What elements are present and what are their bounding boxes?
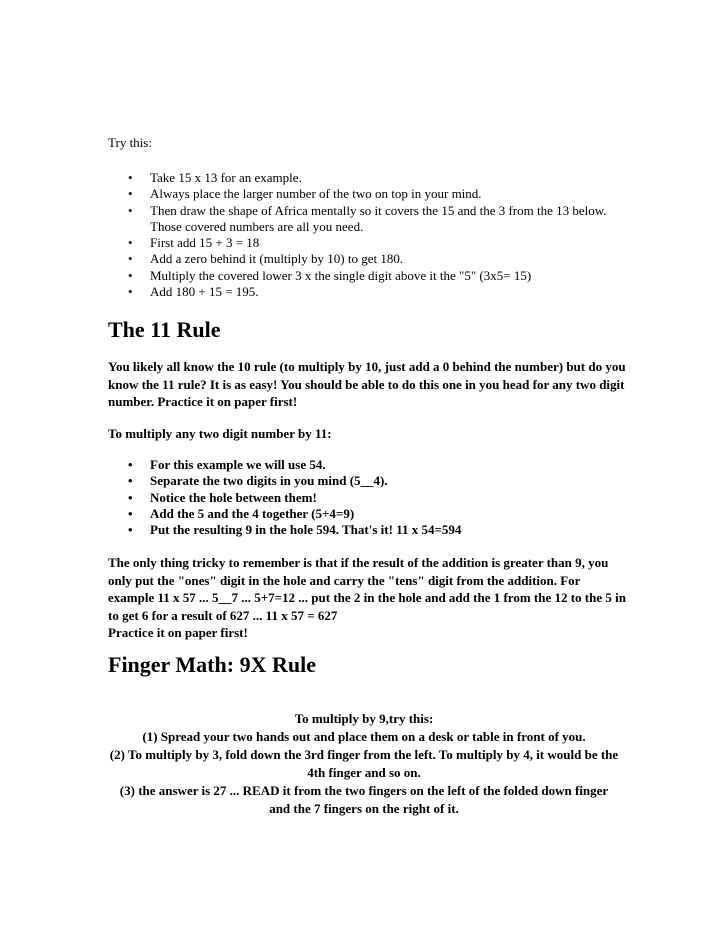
list-item: • Separate the two digits in you mind (5__4). bbox=[128, 473, 388, 489]
carry-explanation: The only thing tricky to remember is that if the result of the addition is greater than 9, you only put the "ones" digit in the hole and carry the "tens" digit from the addition. For example 11 x 57 ... 5__7 ... 5+7=12 ... put the 2 in the hole and add the 1 from the 12 to the 5 in to get 6 for a result of 627 ... 11 x 57 = 627 bbox=[108, 555, 626, 623]
list-item: • First add 15 + 3 = 18 bbox=[128, 235, 260, 251]
list-item: • Add a zero behind it (multiply by 10) to get 180. bbox=[128, 251, 404, 267]
bullet-icon: • bbox=[128, 202, 133, 218]
practice-note: Practice it on paper first! bbox=[108, 625, 248, 640]
paragraph-11-rule-intro: You likely all know the 10 rule (to multiply by 10, just add a 0 behind the number) but do you know the 11 rule? It is as easy! You should be able to do this one in you head for any two digit number. Practice it on paper first! bbox=[108, 359, 626, 409]
bullet-icon: • bbox=[128, 473, 133, 489]
paragraph-11-rule-howto: To multiply any two digit number by 11: bbox=[108, 426, 332, 441]
eleven-rule-steps-list bbox=[108, 457, 628, 538]
section-heading-11-rule: The 11 Rule bbox=[108, 317, 221, 342]
instruction-line: To multiply by 9,try this: bbox=[294, 711, 434, 726]
list-item: • Put the resulting 9 in the hole 594. That's it! 11 x 54=594 bbox=[128, 522, 462, 538]
instruction-line: (1) Spread your two hands out and place them on a desk or table in front of you. bbox=[142, 729, 586, 744]
bullet-icon: • bbox=[128, 489, 133, 505]
list-item: • Take 15 x 13 for an example. bbox=[128, 170, 302, 185]
bullet-icon: • bbox=[128, 235, 133, 251]
africa-steps-list bbox=[108, 170, 628, 300]
list-item: • For this example we will use 54. bbox=[128, 457, 326, 472]
list-item: • Multiply the covered lower 3 x the single digit above it the "5" (3x5= 15) bbox=[128, 267, 532, 283]
instruction-line: (2) To multiply by 3, fold down the 3rd finger from the left. To multiply by 4, it would be the 4th finger and so on. bbox=[109, 747, 619, 780]
bullet-icon: • bbox=[128, 284, 133, 300]
list-item: • Notice the hole between them! bbox=[128, 489, 317, 505]
bullet-icon: • bbox=[128, 505, 133, 521]
intro-text: Try this: bbox=[108, 135, 152, 150]
bullet-icon: • bbox=[128, 251, 133, 267]
list-item: • Then draw the shape of Africa mentally so it covers the 15 and the 3 from the 13 below. Those covered numbers are all you need. bbox=[128, 202, 607, 234]
bullet-icon: • bbox=[128, 522, 133, 538]
bullet-icon: • bbox=[128, 170, 133, 185]
bullet-icon: • bbox=[128, 267, 133, 283]
finger-math-instructions bbox=[108, 710, 620, 818]
list-item: • Add 180 + 15 = 195. bbox=[128, 284, 259, 300]
list-item: • Add the 5 and the 4 together (5+4=9) bbox=[128, 505, 355, 521]
instruction-line: (3) the answer is 27 ... READ it from the two fingers on the left of the folded down finger and the 7 fingers on the right of it. bbox=[119, 783, 609, 816]
section-heading-9x-rule: Finger Math: 9X Rule bbox=[108, 652, 316, 677]
paragraph-11-rule-carry bbox=[108, 554, 628, 642]
bullet-icon: • bbox=[128, 186, 133, 202]
list-item: • Always place the larger number of the two on top in your mind. bbox=[128, 186, 482, 202]
bullet-icon: • bbox=[128, 457, 133, 472]
